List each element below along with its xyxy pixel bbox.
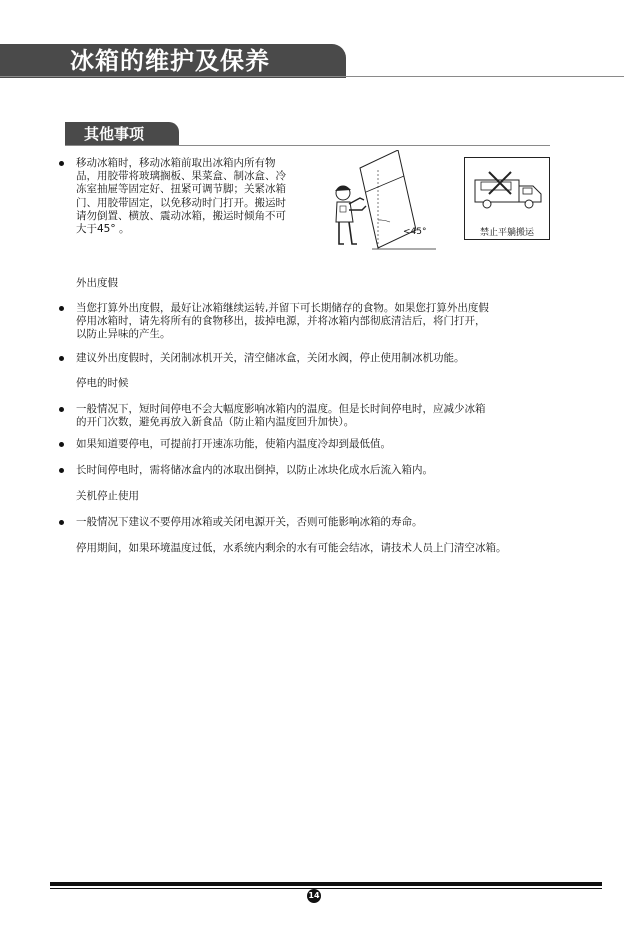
shutdown-bullet-1: 一般情况下建议不要停用冰箱或关闭电源开关，否则可能影响冰箱的寿命。 (76, 516, 423, 528)
moving-line: 请勿倒置、横放、震动冰箱，搬运时倾角不可 (76, 209, 286, 222)
power-outage-line: 的开门次数，避免再放入新食品（防止箱内温度回升加快）。 (76, 416, 355, 429)
bullet-dot (59, 520, 64, 525)
vacation-heading: 外出度假 (76, 277, 118, 289)
page-number: 14 (307, 889, 321, 903)
truck-cross-icon (465, 158, 549, 222)
footer-rule (50, 882, 602, 886)
vacation-line: 停用冰箱时，请先将所有的食物移出，拔掉电源，并将冰箱内部彻底清洁后，将门打开， (76, 315, 486, 328)
tilt-angle-label: <45° (403, 227, 427, 237)
bullet-dot (59, 442, 64, 447)
moving-paragraph (76, 157, 286, 236)
moving-line: 品，用胶带将玻璃搁板、果菜盒、制冰盒、冷 (76, 170, 286, 183)
moving-line: 门、用胶带固定，以免移动时门打开。搬运时 (76, 196, 286, 209)
power-outage-heading: 停电的时候 (76, 377, 129, 389)
bullet-dot (59, 161, 64, 166)
moving-line: 冻室抽屉等固定好、扭紧可调节脚；关紧冰箱 (76, 183, 286, 196)
page-title: 冰箱的维护及保养 (70, 47, 270, 75)
moving-line: 大于45° 。 (76, 223, 130, 236)
shutdown-heading: 关机停止使用 (76, 490, 139, 502)
shutdown-note: 停用期间，如果环境温度过低，水系统内剩余的水有可能会结冰，请技术人员上门清空冰箱。 (76, 542, 507, 554)
footer-rule-thin (50, 888, 602, 889)
power-outage-line: 一般情况下，短时间停电不会大幅度影响冰箱内的温度。但是长时间停电时，应减少冰箱 (76, 403, 486, 415)
moving-line: 移动冰箱时，移动冰箱前取出冰箱内所有物 (76, 157, 276, 169)
section-rule (65, 145, 550, 146)
power-outage-bullet-1 (76, 403, 486, 429)
vacation-bullet-2: 建议外出度假时，关闭制冰机开关，清空储冰盒，关闭水阀，停止使用制冰机功能。 (76, 352, 465, 364)
bullet-dot (59, 356, 64, 361)
section-title: 其他事项 (84, 125, 145, 143)
bullet-dot (59, 306, 64, 311)
warning-caption: 禁止平躺搬运 (479, 228, 534, 238)
bullet-dot (59, 468, 64, 473)
power-outage-bullet-2: 如果知道要停电，可提前打开速冻功能，使箱内温度冷却到最低值。 (76, 438, 391, 450)
vacation-line: 当您打算外出度假，最好让冰箱继续运转,并留下可长期储存的食物。如果您打算外出度假 (76, 302, 489, 314)
bullet-dot (59, 407, 64, 412)
vacation-line: 以防止异味的产生。 (76, 328, 171, 341)
power-outage-bullet-3: 长时间停电时，需将储冰盒内的冰取出倒掉，以防止冰块化成水后流入箱内。 (76, 464, 433, 476)
title-rule (0, 76, 624, 77)
vacation-bullet-1 (76, 302, 489, 342)
